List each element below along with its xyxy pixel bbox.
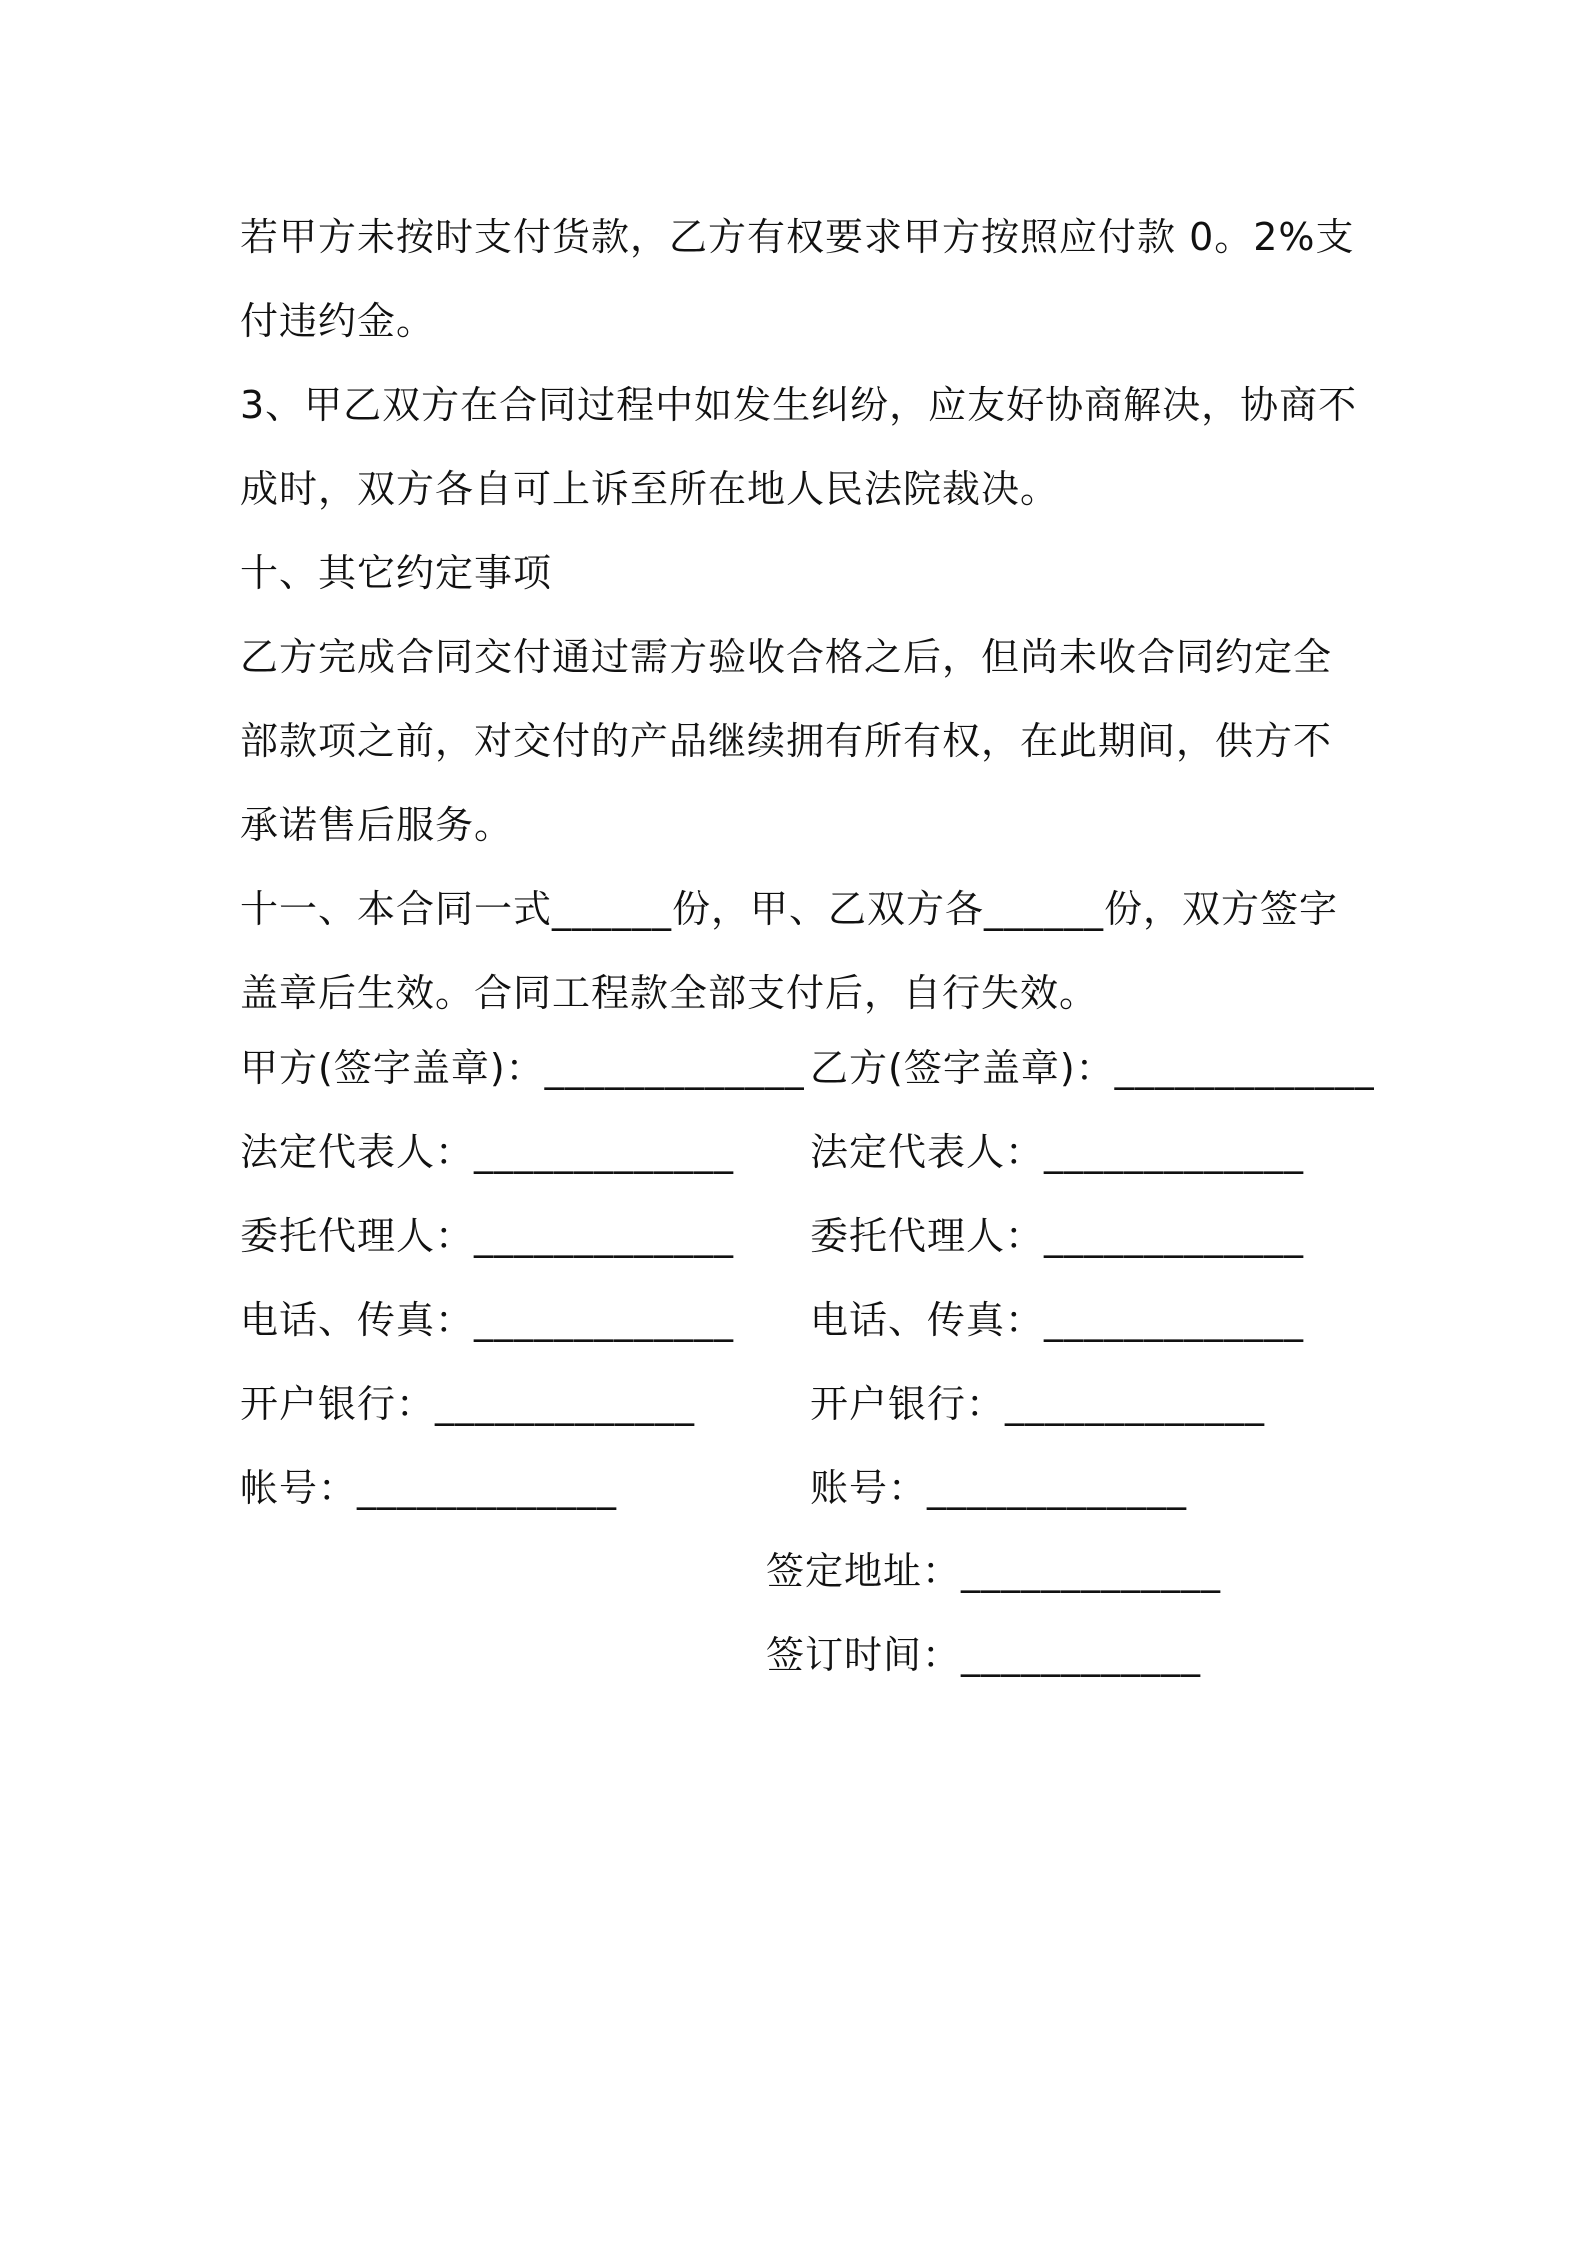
section-heading-other-terms: 十、其它约定事项 bbox=[240, 551, 553, 595]
party-b-agent-field: 委托代理人：_____________ bbox=[810, 1214, 1305, 1258]
sign-time-field: 签订时间：____________ bbox=[766, 1633, 1202, 1677]
party-a-legal-rep-field: 法定代表人：_____________ bbox=[240, 1130, 735, 1174]
paragraph-dispute: 3、甲乙双方在合同过程中如发生纠纷，应友好协商解决，协商不成时，双方各自可上诉至所在地人民法院裁决。 bbox=[240, 383, 1358, 511]
sign-address-field: 签定地址：_____________ bbox=[766, 1549, 1222, 1593]
party-b-seal-field: 乙方(签字盖章)：_____________ bbox=[810, 1046, 1375, 1090]
party-b-phone-fax-field: 电话、传真：_____________ bbox=[810, 1298, 1305, 1342]
document-body bbox=[240, 195, 1360, 1035]
party-a-account-field: 帐号：_____________ bbox=[240, 1466, 618, 1510]
party-a-seal-field: 甲方(签字盖章)：_____________ bbox=[240, 1046, 805, 1090]
party-a-phone-fax-field: 电话、传真：_____________ bbox=[240, 1298, 735, 1342]
paragraph-penalty: 若甲方未按时支付货款，乙方有权要求甲方按照应付款 0。2%支付违约金。 bbox=[240, 215, 1355, 343]
paragraph-copies: 十一、本合同一式______份，甲、乙双方各______份，双方签字盖章后生效。合同工程款全部支付后，自行失效。 bbox=[240, 887, 1339, 1015]
party-a-bank-field: 开户银行：_____________ bbox=[240, 1382, 696, 1426]
party-b-bank-field: 开户银行：_____________ bbox=[810, 1382, 1266, 1426]
party-a-agent-field: 委托代理人：_____________ bbox=[240, 1214, 735, 1258]
party-b-account-field: 账号：_____________ bbox=[810, 1466, 1188, 1510]
paragraph-ownership: 乙方完成合同交付通过需方验收合格之后，但尚未收合同约定全部款项之前，对交付的产品继续拥有所有权，在此期间，供方不承诺售后服务。 bbox=[240, 635, 1333, 847]
party-b-legal-rep-field: 法定代表人：_____________ bbox=[810, 1130, 1305, 1174]
